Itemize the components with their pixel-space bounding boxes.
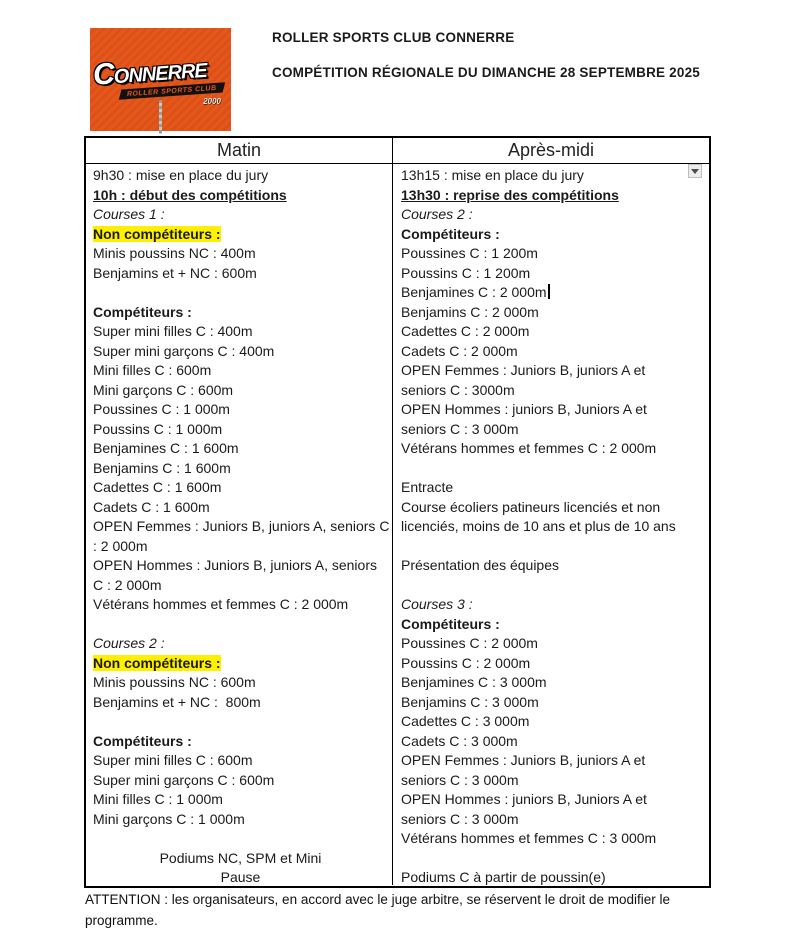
schedule-line <box>401 322 705 342</box>
schedule-line-text: OPEN Femmes : Juniors B, juniors A et <box>401 362 646 378</box>
schedule-line-text: 13h30 : reprise des compétitions <box>401 186 619 203</box>
logo-year-text: 2000 <box>203 97 221 106</box>
schedule-header-row <box>86 138 709 164</box>
schedule-line <box>401 166 705 186</box>
schedule-body <box>86 164 709 885</box>
schedule-line <box>401 810 705 830</box>
dropdown-button[interactable] <box>688 164 702 178</box>
logo-brand-text: CONNERRE <box>91 57 208 92</box>
schedule-line-text: Benjamins et + NC : 600m <box>93 264 257 281</box>
schedule-line <box>93 225 388 245</box>
schedule-line-text: Minis poussins NC : 600m <box>93 674 256 690</box>
schedule-line-text: Mini garçons C : 600m <box>93 381 234 398</box>
schedule-line-text: Mini filles C : 600m <box>93 362 212 378</box>
schedule-line <box>93 420 388 440</box>
schedule-line-text: Super mini filles C : 600m <box>93 752 253 768</box>
schedule-line <box>93 342 388 362</box>
schedule-line-text: Podiums NC, SPM et Mini <box>159 849 322 866</box>
schedule-line <box>401 244 705 264</box>
schedule-line-text: Podiums C à partir de poussin(e) <box>401 869 606 885</box>
schedule-line <box>401 790 705 810</box>
schedule-line <box>93 771 388 791</box>
schedule-line-text: : 2 000m <box>93 537 148 554</box>
schedule-line-text: Benjamines C : 1 600m <box>93 440 239 456</box>
schedule-line <box>401 459 705 479</box>
schedule-line <box>401 225 705 245</box>
schedule-line-text: Cadettes C : 1 600m <box>93 479 222 495</box>
schedule-line-text: seniors C : 3 000m <box>401 771 519 788</box>
schedule-line <box>93 712 388 732</box>
schedule-line <box>401 712 705 732</box>
schedule-line-text: Cadets C : 2 000m <box>401 342 518 359</box>
logo-pendant-icon <box>159 100 162 134</box>
schedule-line <box>401 771 705 791</box>
schedule-line <box>401 849 705 869</box>
schedule-line-text: Poussines C : 1 000m <box>93 401 230 417</box>
schedule-line <box>93 498 388 518</box>
schedule-line <box>93 322 388 342</box>
schedule-line-text: Courses 1 : <box>93 206 165 222</box>
schedule-line-text: OPEN Hommes : Juniors B, juniors A, seniors <box>93 557 377 573</box>
schedule-line <box>93 205 388 225</box>
schedule-line-text: Benjamins C : 1 600m <box>93 459 231 476</box>
schedule-line <box>401 205 705 225</box>
schedule-line <box>93 810 388 830</box>
schedule-line-text: Cadettes C : 2 000m <box>401 323 530 339</box>
schedule-line-text: Courses 3 : <box>401 596 473 612</box>
schedule-line-text: Benjamines C : 3 000m <box>401 674 547 690</box>
column-header-matin: Matin <box>86 138 393 163</box>
schedule-line-text: Poussins C : 2 000m <box>401 654 531 671</box>
schedule-line-text: OPEN Femmes : Juniors B, juniors A, seniors C <box>93 518 390 534</box>
logo-subtitle-text: ROLLER SPORTS CLUB <box>126 84 218 98</box>
schedule-line-text: 10h : début des compétitions <box>93 186 287 203</box>
schedule-line <box>401 732 705 752</box>
schedule-line <box>401 303 705 323</box>
schedule-line <box>93 166 388 186</box>
schedule-line <box>401 693 705 713</box>
schedule-line <box>93 537 388 557</box>
schedule-line <box>401 654 705 674</box>
schedule-line <box>93 478 388 498</box>
schedule-line-text: Vétérans hommes et femmes C : 2 000m <box>93 596 349 612</box>
club-title: ROLLER SPORTS CLUB CONNERRE <box>272 30 515 45</box>
schedule-line-text: Poussines C : 1 200m <box>401 245 538 261</box>
schedule-line-text: Entracte <box>401 479 454 495</box>
schedule-line <box>93 732 388 752</box>
schedule-line-text: Course écoliers patineurs licenciés et non <box>401 498 661 515</box>
schedule-line-text: 9h30 : mise en place du jury <box>93 167 269 183</box>
schedule-line-text: Super mini garçons C : 600m <box>93 771 275 788</box>
schedule-line <box>93 673 388 693</box>
column-header-apres-midi: Après-midi <box>507 140 595 160</box>
schedule-line <box>93 829 388 849</box>
schedule-line-text: Compétiteurs : <box>401 225 500 242</box>
schedule-line <box>401 478 705 498</box>
matin-column-body <box>86 164 393 885</box>
schedule-line-text: Vétérans hommes et femmes C : 2 000m <box>401 440 657 456</box>
event-title: COMPÉTITION RÉGIONALE DU DIMANCHE 28 SEPTEMBRE 2025 <box>272 65 701 80</box>
schedule-line-text: Courses 2 : <box>401 206 473 222</box>
schedule-line <box>401 283 705 303</box>
schedule-line-text: Présentation des équipes <box>401 557 559 573</box>
schedule-line-text: Cadets C : 1 600m <box>93 498 210 515</box>
schedule-table <box>84 136 711 888</box>
schedule-line-text: seniors C : 3000m <box>401 381 515 398</box>
schedule-line-text: Courses 2 : <box>93 635 165 651</box>
schedule-line-text: Pause <box>220 869 261 885</box>
schedule-line <box>93 303 388 323</box>
schedule-line-text: Cadettes C : 3 000m <box>401 713 530 729</box>
club-logo <box>90 28 231 131</box>
schedule-line-text: OPEN Femmes : Juniors B, juniors A et <box>401 752 646 768</box>
schedule-line <box>401 264 705 284</box>
schedule-line <box>93 186 388 206</box>
schedule-line-text: Benjamins et + NC : 800m <box>93 693 261 710</box>
schedule-line <box>93 634 388 654</box>
schedule-line <box>401 381 705 401</box>
chevron-down-icon <box>691 169 699 174</box>
schedule-line-text: Super mini filles C : 400m <box>93 323 253 339</box>
schedule-line-text: OPEN Hommes : juniors B, Juniors A et <box>401 791 647 807</box>
schedule-line <box>401 439 705 459</box>
schedule-line <box>401 634 705 654</box>
schedule-line <box>401 595 705 615</box>
schedule-line-text: seniors C : 3 000m <box>401 810 519 827</box>
schedule-line-text: 13h15 : mise en place du jury <box>401 167 584 183</box>
schedule-line <box>401 751 705 771</box>
schedule-line-text: Super mini garçons C : 400m <box>93 342 275 359</box>
schedule-line-text: OPEN Hommes : juniors B, Juniors A et <box>401 401 647 417</box>
schedule-line <box>401 537 705 557</box>
schedule-line-text: Cadets C : 3 000m <box>401 732 518 749</box>
schedule-line-text: Mini garçons C : 1 000m <box>93 810 245 827</box>
schedule-line <box>93 381 388 401</box>
schedule-line-text: Benjamines C : 2 000m <box>401 284 547 300</box>
schedule-line <box>401 576 705 596</box>
schedule-line-text: Poussins C : 1 000m <box>93 420 223 437</box>
schedule-line <box>93 615 388 635</box>
attention-note: ATTENTION : les organisateurs, en accord avec le juge arbitre, se réservent le droit de modifier le programme. <box>85 892 671 928</box>
schedule-line <box>93 459 388 479</box>
schedule-line <box>93 868 388 885</box>
schedule-line-text: C : 2 000m <box>93 576 162 593</box>
schedule-line <box>93 244 388 264</box>
schedule-line-text: Poussines C : 2 000m <box>401 635 538 651</box>
schedule-line-text: Compétiteurs : <box>93 303 192 320</box>
schedule-line <box>401 517 705 537</box>
schedule-line <box>401 556 705 576</box>
schedule-line <box>401 615 705 635</box>
schedule-line <box>93 595 388 615</box>
schedule-line <box>93 556 388 576</box>
schedule-line-text: Poussins C : 1 200m <box>401 264 531 281</box>
schedule-line <box>401 400 705 420</box>
schedule-line <box>401 498 705 518</box>
schedule-line <box>93 439 388 459</box>
schedule-line <box>401 420 705 440</box>
apres-midi-column-body <box>393 164 709 885</box>
schedule-line <box>93 400 388 420</box>
schedule-line <box>401 829 705 849</box>
schedule-line-text: Mini filles C : 1 000m <box>93 791 223 807</box>
schedule-line <box>93 361 388 381</box>
schedule-line-text: Compétiteurs : <box>93 732 192 749</box>
schedule-line <box>401 342 705 362</box>
schedule-line <box>401 361 705 381</box>
schedule-line <box>93 849 388 869</box>
schedule-line-text: Non compétiteurs : <box>93 654 221 671</box>
schedule-line <box>93 790 388 810</box>
schedule-line-text: Compétiteurs : <box>401 615 500 632</box>
schedule-line-text: licenciés, moins de 10 ans et plus de 10 ans <box>401 518 676 534</box>
schedule-line-text: Non compétiteurs : <box>93 225 221 242</box>
schedule-line-text: Benjamins C : 3 000m <box>401 693 539 710</box>
schedule-line-text: Benjamins C : 2 000m <box>401 303 539 320</box>
schedule-line <box>93 517 388 537</box>
schedule-line <box>93 576 388 596</box>
schedule-line-text: seniors C : 3 000m <box>401 420 519 437</box>
schedule-line-text: Vétérans hommes et femmes C : 3 000m <box>401 830 657 846</box>
schedule-line <box>401 186 705 206</box>
schedule-line <box>401 673 705 693</box>
schedule-line <box>401 868 705 885</box>
schedule-line-text: Minis poussins NC : 400m <box>93 245 256 261</box>
schedule-line <box>93 264 388 284</box>
text-cursor <box>548 284 550 299</box>
schedule-line <box>93 693 388 713</box>
schedule-line <box>93 654 388 674</box>
schedule-line <box>93 283 388 303</box>
schedule-line <box>93 751 388 771</box>
